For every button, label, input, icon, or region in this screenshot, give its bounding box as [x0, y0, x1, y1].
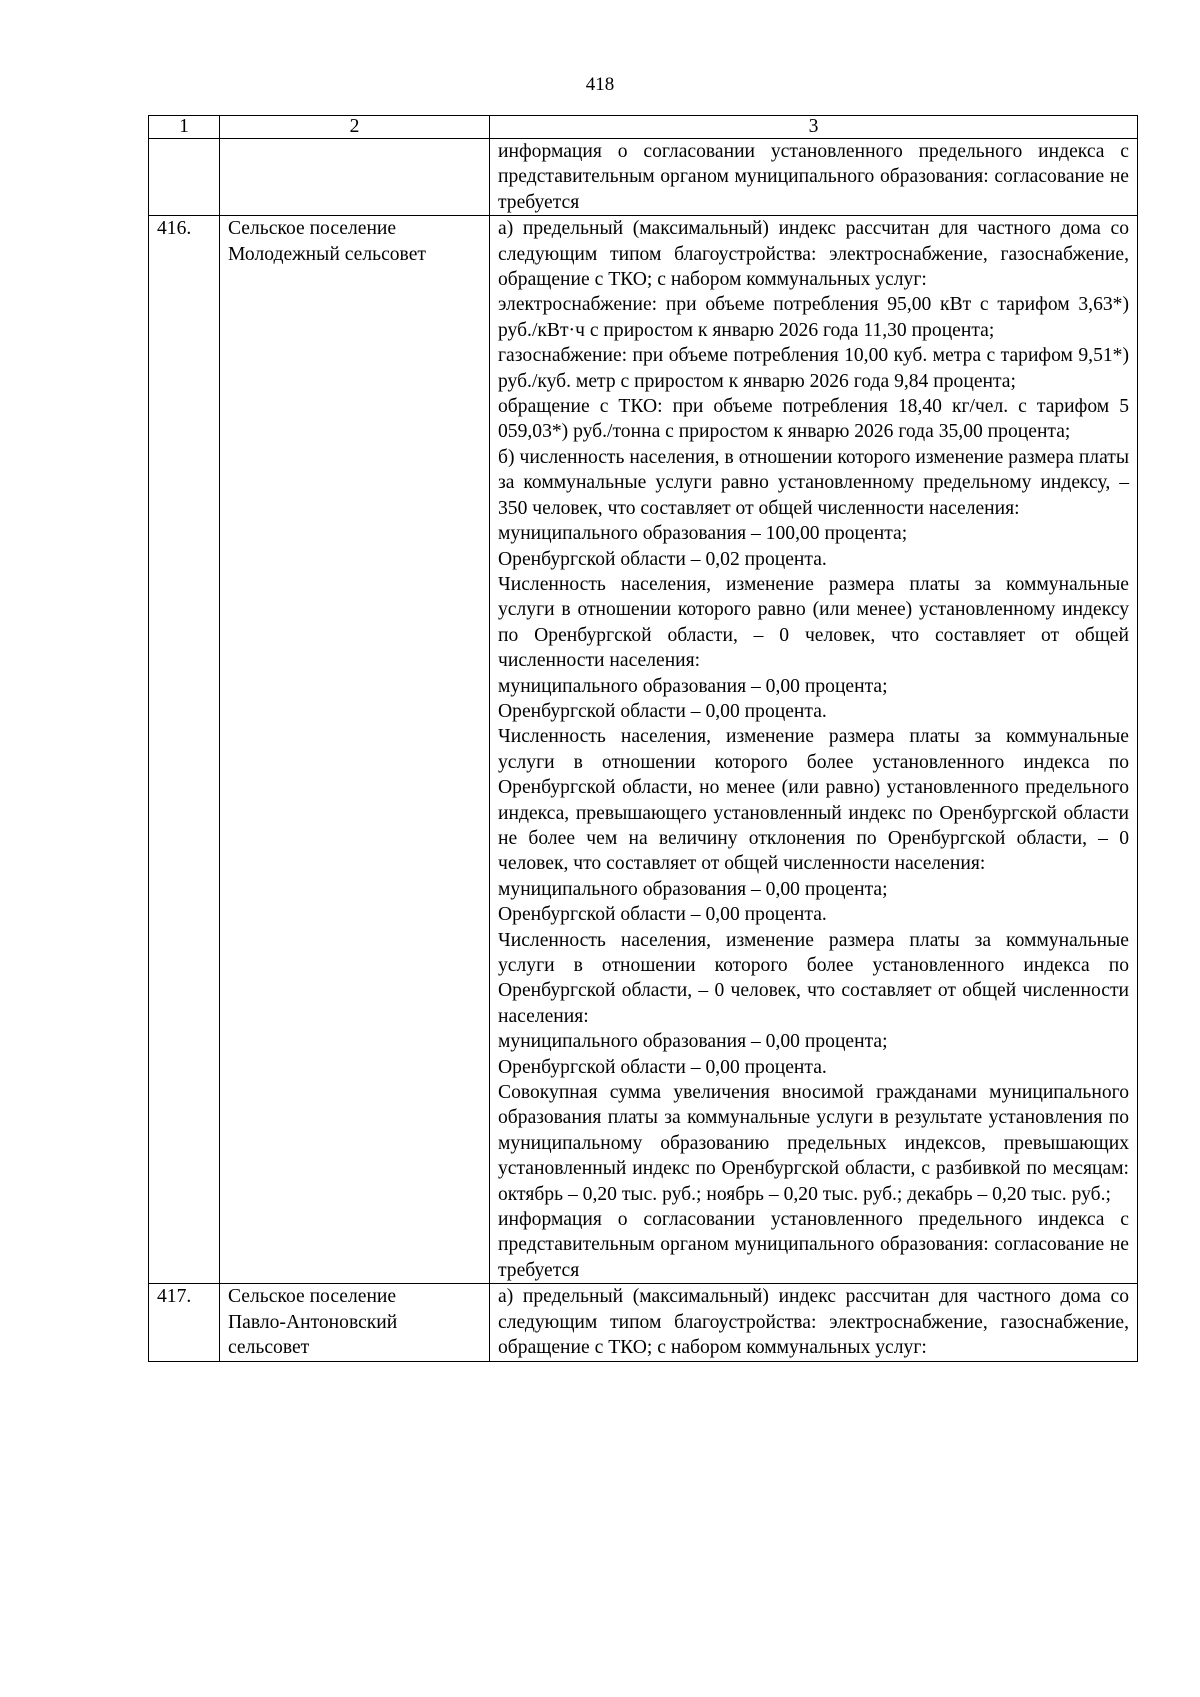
- description-paragraph: Совокупная сумма увеличения вносимой гражданами муниципального образования платы за коммунальные услуги в результате установления по муниципальному образованию предельных индексов, превышающих установленный индекс по Оренбургской области, с разбивкой по месяцам: октябрь – 0,20 тыс. руб.; ноябрь – 0,20 тыс. руб.; декабрь – 0,20 тыс. руб.;: [498, 1082, 1129, 1205]
- description-paragraph: муниципального образования – 0,00 процента;: [498, 878, 888, 900]
- description-paragraph: муниципального образования – 0,00 процента;: [498, 1031, 888, 1053]
- description-paragraph: а) предельный (максимальный) индекс рассчитан для частного дома со следующим типом благоустройства: электроснабжение, газоснабжение, обращение с ТКО; с набором коммунальных услуг:: [498, 1286, 1129, 1359]
- description-paragraph: информация о согласовании установленного предельного индекса с представительным органом муниципального образования: согласование не требуется: [498, 141, 1129, 213]
- row-number: [149, 139, 220, 216]
- description-paragraph: газоснабжение: при объеме потребления 10,00 куб. метра с тарифом 9,51*) руб./куб. метр с приростом к январю 2026 года 9,84 процента;: [498, 345, 1129, 392]
- settlement-name-line: Молодежный сельсовет: [228, 243, 426, 265]
- index-description: [490, 1284, 1138, 1361]
- description-paragraph: муниципального образования – 0,00 процента;: [498, 675, 888, 697]
- table-row: [149, 139, 1138, 216]
- row-number: 417.: [149, 1284, 220, 1361]
- table-row: [149, 1284, 1138, 1361]
- settlement-name: [220, 216, 490, 1284]
- index-description: [490, 139, 1138, 216]
- settlement-name: [220, 139, 490, 216]
- document-table: [148, 115, 1138, 1362]
- row-number: 416.: [149, 216, 220, 1284]
- description-paragraph: Оренбургской области – 0,02 процента.: [498, 548, 827, 570]
- description-paragraph: Численность населения, изменение размера платы за коммунальные услуги в отношении которого равно (или менее) установленному индексу по Оренбургской области, – 0 человек, что составляет от общей численности населения:: [498, 573, 1129, 672]
- page-number: 418: [585, 74, 615, 95]
- description-paragraph: а) предельный (максимальный) индекс рассчитан для частного дома со следующим типом благоустройства: электроснабжение, газоснабжение, обращение с ТКО; с набором коммунальных услуг:: [498, 218, 1129, 291]
- description-paragraph: информация о согласовании установленного предельного индекса с представительным органом муниципального образования: согласование не требуется: [498, 1209, 1129, 1281]
- description-paragraph: обращение с ТКО: при объеме потребления 18,40 кг/чел. с тарифом 5 059,03*) руб./тонна с приростом к январю 2026 года 35,00 процента;: [498, 396, 1129, 443]
- description-paragraph: Оренбургской области – 0,00 процента.: [498, 700, 827, 722]
- settlement-name-line: Сельское поселение: [228, 218, 397, 240]
- index-description: [490, 216, 1138, 1284]
- header-cell-1: 1: [149, 116, 220, 139]
- description-paragraph: Численность населения, изменение размера платы за коммунальные услуги в отношении которого более установленного индекса по Оренбургской области, но менее (или равно) установленного предельного индекса, превышающего установленный индекс по Оренбургской области не более чем на величину отклонения по Оренбургской области, – 0 человек, что составляет от общей численности населения:: [498, 726, 1129, 875]
- header-cell-3: 3: [490, 116, 1138, 139]
- table-header-row: [149, 116, 1138, 139]
- description-paragraph: Оренбургской области – 0,00 процента.: [498, 1056, 827, 1078]
- settlement-name-line: Сельское поселение: [228, 1286, 397, 1308]
- settlement-name-line: сельсовет: [228, 1337, 310, 1359]
- description-paragraph: электроснабжение: при объеме потребления 95,00 кВт с тарифом 3,63*) руб./кВт·ч с приростом к январю 2026 года 11,30 процента;: [498, 294, 1129, 341]
- header-cell-2: 2: [220, 116, 490, 139]
- description-paragraph: Численность населения, изменение размера платы за коммунальные услуги в отношении которого более установленного индекса по Оренбургской области, – 0 человек, что составляет от общей численности населения:: [498, 929, 1129, 1027]
- description-paragraph: б) численность населения, в отношении которого изменение размера платы за коммунальные услуги равно установленному предельному индексу, – 350 человек, что составляет от общей численности населения:: [498, 446, 1129, 519]
- table-row: [149, 216, 1138, 1284]
- description-paragraph: Оренбургской области – 0,00 процента.: [498, 904, 827, 926]
- description-paragraph: муниципального образования – 100,00 процента;: [498, 523, 908, 545]
- settlement-name-line: Павло-Антоновский: [228, 1311, 398, 1333]
- settlement-name: [220, 1284, 490, 1361]
